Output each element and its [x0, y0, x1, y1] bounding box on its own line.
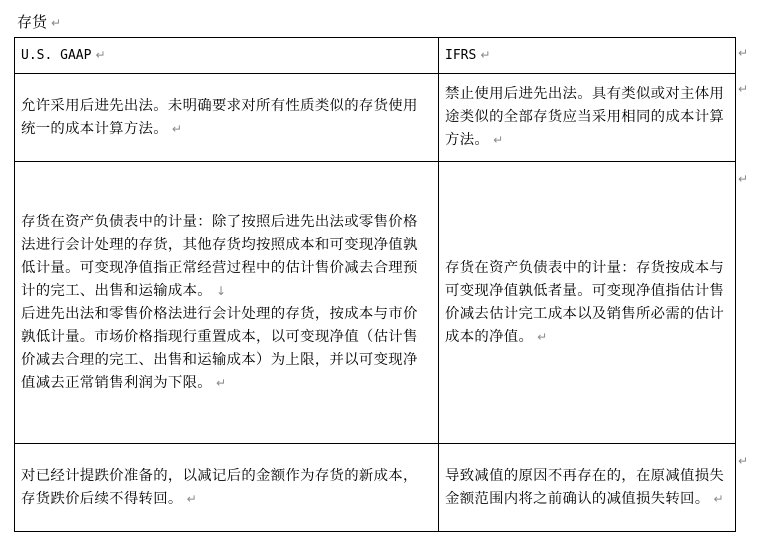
- paragraph-mark-icon: ↵: [537, 329, 548, 344]
- us-gaap-cell: [15, 74, 439, 162]
- header-row: [15, 38, 736, 74]
- row-end-mark-icon: ↵: [738, 172, 749, 186]
- header-cell-us-gaap: [15, 38, 439, 74]
- ifrs-cell: [439, 162, 736, 444]
- paragraph-mark-icon: ↵: [186, 491, 197, 506]
- section-heading: [17, 10, 61, 35]
- paragraph-mark-icon: ↵: [480, 48, 491, 62]
- header-label-ifrs: IFRS: [445, 48, 477, 63]
- cell-text: 对已经计提跌价准备的，以减记后的金额作为存货的新成本，存货跌价后续不得转回。: [21, 467, 418, 507]
- paragraph-mark-icon: ↵: [95, 48, 106, 62]
- cell-text: 允许采用后进先出法。未明确要求对所有性质类似的存货使用统一的成本计算方法。: [21, 97, 418, 137]
- table-row: [15, 74, 736, 162]
- comparison-table: [14, 37, 736, 532]
- paragraph-mark-icon: ↵: [171, 121, 183, 136]
- paragraph-mark-icon: ↵: [215, 375, 227, 390]
- line-break-mark-icon: ↓: [215, 283, 227, 298]
- header-label-us-gaap: U.S. GAAP: [21, 48, 92, 63]
- us-gaap-cell: [15, 444, 439, 532]
- paragraph-mark-icon: ↵: [493, 133, 504, 147]
- section-heading-text: 存货: [17, 13, 48, 31]
- cell-text: 存货在资产负债表中的计量：除了按照后进先出法或零售价格法进行会计处理的存货，其他存货均按照成本和可变现净值孰低计量。可变现净值指正常经营过程中的估计售价减去合理预计的完工、出售和运输成本。: [21, 213, 418, 299]
- paragraph-mark-icon: ↵: [51, 16, 62, 30]
- cell-text: 存货在资产负债表中的计量：存货按成本与可变现净值孰低者量。可变现净值指估计售价减去估计完工成本以及销售所必需的估计成本的净值。: [445, 259, 725, 345]
- cell-text: 导致减值的原因不再存在的，在原减值损失金额范围内将之前确认的减值损失转回。: [445, 467, 725, 507]
- table-row: [15, 162, 736, 444]
- paragraph-mark-icon: ↵: [713, 491, 724, 506]
- us-gaap-cell: [15, 162, 439, 444]
- row-end-mark-icon: ↵: [738, 82, 749, 96]
- row-end-mark-icon: ↵: [738, 46, 749, 60]
- cell-text: 禁止使用后进先出法。具有类似或对主体用途类似的全部存货应当采用相同的成本计算方法。: [445, 86, 725, 148]
- table-row: [15, 444, 736, 532]
- cell-text: 后进先出法和零售价格法进行会计处理的存货，按成本与市价孰低计量。市场价格指现行重置成本，以可变现净值（估计售价减去合理的完工、出售和运输成本）为上限，并以可变现净值减去正常销售利润为下限。: [21, 305, 418, 391]
- header-cell-ifrs: [439, 38, 736, 74]
- ifrs-cell: [439, 444, 736, 532]
- ifrs-cell: [439, 74, 736, 162]
- row-end-mark-icon: ↵: [738, 454, 749, 468]
